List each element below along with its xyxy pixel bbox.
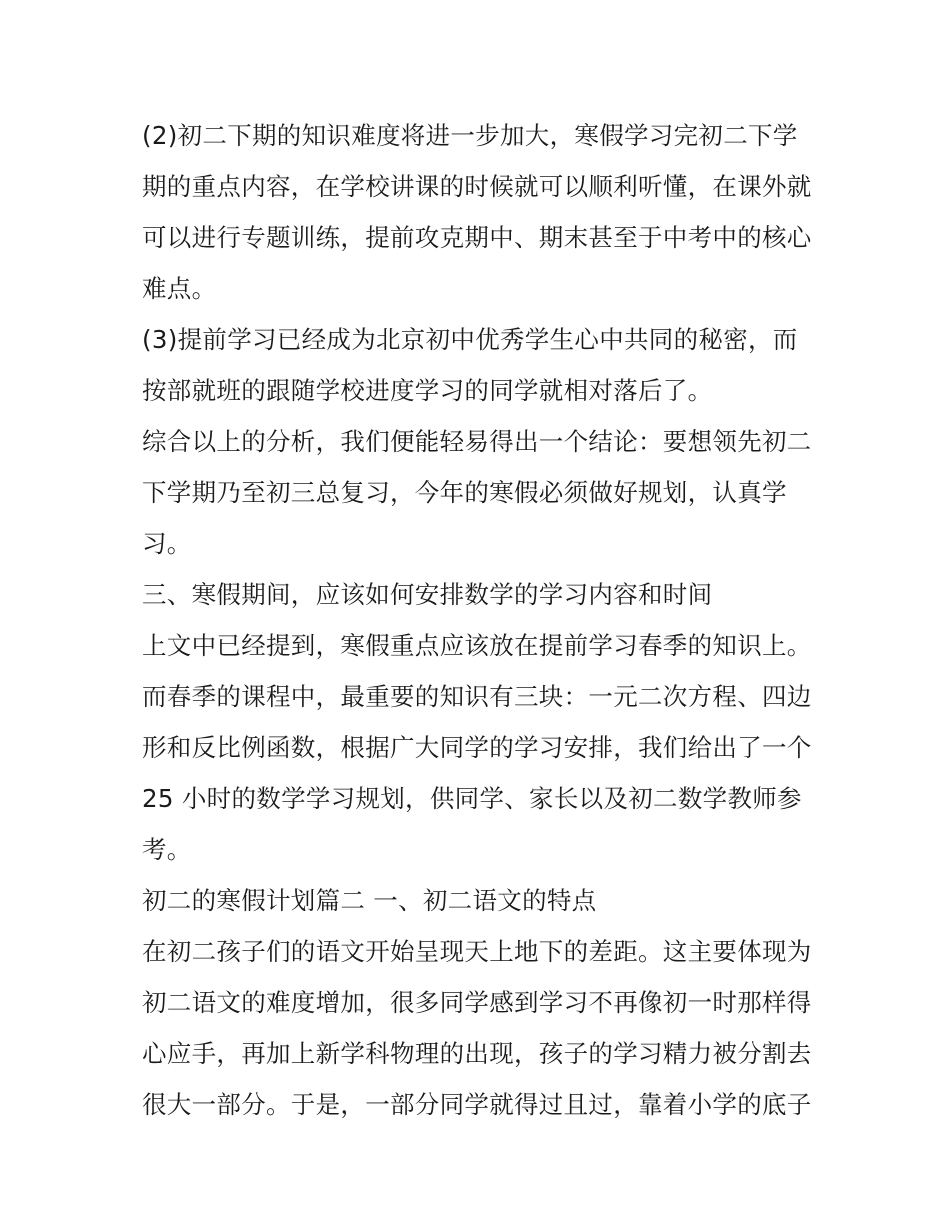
paragraph-line: (3)提前学习已经成为北京初中优秀学生心中共同的秘密，而: [142, 325, 798, 354]
paragraph-line: (2)初二下期的知识难度将进一步加大，寒假学习完初二下学: [142, 121, 798, 150]
paragraph-line: 考。: [142, 835, 192, 864]
paragraph-line: 按部就班的跟随学校进度学习的同学就相对落后了。: [142, 376, 713, 405]
paragraph-line: 习。: [142, 529, 192, 558]
paragraph-line: 综合以上的分析，我们便能轻易得出一个结论：要想领先初二: [142, 427, 812, 456]
paragraph-line: 可以进行专题训练，提前攻克期中、期末甚至于中考中的核心: [142, 223, 812, 252]
paragraph-line: 很大一部分。于是，一部分同学就得过且过，靠着小学的底子: [142, 1090, 812, 1119]
section-heading: 初二的寒假计划篇二 一、初二语文的特点: [142, 886, 597, 915]
body-text: [142, 110, 822, 1130]
paragraph-line: 期的重点内容，在学校讲课的时候就可以顺利听懂，在课外就: [142, 172, 812, 201]
paragraph-line: 上文中已经提到，寒假重点应该放在提前学习春季的知识上。: [142, 631, 812, 660]
paragraph-line: 初二语文的难度增加，很多同学感到学习不再像初一时那样得: [142, 988, 812, 1017]
section-heading: 三、寒假期间，应该如何安排数学的学习内容和时间: [142, 580, 713, 609]
paragraph-line: 在初二孩子们的语文开始呈现天上地下的差距。这主要体现为: [142, 937, 812, 966]
paragraph-line: 心应手，再加上新学科物理的出现，孩子的学习精力被分割去: [142, 1039, 812, 1068]
paragraph-line: 下学期乃至初三总复习，今年的寒假必须做好规划，认真学: [142, 478, 787, 507]
paragraph-line: 形和反比例函数，根据广大同学的学习安排，我们给出了一个: [142, 733, 812, 762]
paragraph-line: 25 小时的数学学习规划，供同学、家长以及初二数学教师参: [142, 784, 802, 813]
paragraph-line: 难点。: [142, 274, 217, 303]
paragraph-line: 而春季的课程中，最重要的知识有三块：一元二次方程、四边: [142, 682, 812, 711]
